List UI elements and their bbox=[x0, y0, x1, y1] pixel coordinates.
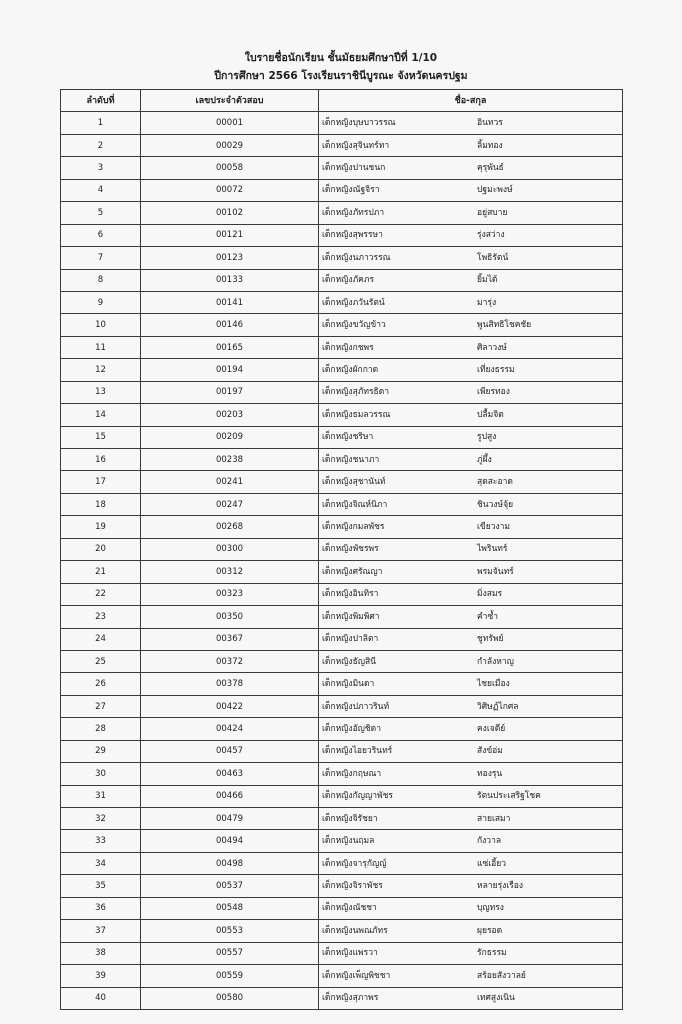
exam-id: 00580 bbox=[141, 987, 319, 1009]
last-name: สายเสมา bbox=[477, 813, 511, 824]
row-number: 10 bbox=[61, 314, 141, 336]
exam-id: 00209 bbox=[141, 426, 319, 448]
student-name bbox=[319, 987, 623, 1009]
exam-id: 00102 bbox=[141, 202, 319, 224]
exam-id: 00559 bbox=[141, 965, 319, 987]
table-row bbox=[61, 561, 623, 583]
first-name: เด็กหญิงธมลวรรณ bbox=[322, 409, 391, 420]
column-header-name: ชื่อ-สกุล bbox=[319, 90, 623, 112]
exam-id: 00548 bbox=[141, 897, 319, 919]
row-number: 31 bbox=[61, 785, 141, 807]
exam-id: 00268 bbox=[141, 516, 319, 538]
last-name: เขียวงาม bbox=[477, 522, 510, 533]
row-number: 35 bbox=[61, 875, 141, 897]
exam-id: 00238 bbox=[141, 449, 319, 471]
exam-id: 00457 bbox=[141, 740, 319, 762]
first-name: เด็กหญิงนพณภัทร bbox=[322, 925, 388, 936]
student-name bbox=[319, 314, 623, 336]
student-name bbox=[319, 763, 623, 785]
last-name: ภู่ผึ้ง bbox=[477, 454, 492, 465]
student-name bbox=[319, 112, 623, 134]
student-name bbox=[319, 202, 623, 224]
first-name: เด็กหญิงสุภัทรธิดา bbox=[322, 387, 390, 398]
last-name: รักธรรม bbox=[477, 948, 507, 959]
last-name: คุรุพันธ์ bbox=[477, 163, 504, 174]
row-number: 9 bbox=[61, 291, 141, 313]
student-name bbox=[319, 426, 623, 448]
exam-id: 00372 bbox=[141, 650, 319, 672]
last-name: รูปสูง bbox=[477, 432, 497, 443]
row-number: 40 bbox=[61, 987, 141, 1009]
table-row bbox=[61, 606, 623, 628]
table-row bbox=[61, 965, 623, 987]
last-name: กำลังหาญ bbox=[477, 656, 514, 667]
first-name: เด็กหญิงเพ็ญพิชชา bbox=[322, 970, 391, 981]
table-row bbox=[61, 449, 623, 471]
exam-id: 00123 bbox=[141, 247, 319, 269]
row-number: 27 bbox=[61, 695, 141, 717]
student-name bbox=[319, 471, 623, 493]
row-number: 12 bbox=[61, 359, 141, 381]
table-row bbox=[61, 381, 623, 403]
student-name bbox=[319, 381, 623, 403]
exam-id: 00241 bbox=[141, 471, 319, 493]
last-name: แซ่เอี้ยว bbox=[477, 858, 507, 869]
exam-id: 00194 bbox=[141, 359, 319, 381]
last-name: สังข์อ่ม bbox=[477, 746, 503, 757]
row-number: 37 bbox=[61, 920, 141, 942]
last-name: มิ่งสมร bbox=[477, 589, 503, 600]
first-name: เด็กหญิงนภาวรรณ bbox=[322, 252, 391, 263]
student-name bbox=[319, 179, 623, 201]
student-name bbox=[319, 920, 623, 942]
row-number: 17 bbox=[61, 471, 141, 493]
table-row bbox=[61, 628, 623, 650]
first-name: เด็กหญิงสุพรรษา bbox=[322, 230, 383, 241]
table-row bbox=[61, 830, 623, 852]
row-number: 33 bbox=[61, 830, 141, 852]
exam-id: 00466 bbox=[141, 785, 319, 807]
exam-id: 00367 bbox=[141, 628, 319, 650]
last-name: สุดสะอาด bbox=[477, 477, 513, 488]
exam-id: 00350 bbox=[141, 606, 319, 628]
student-name bbox=[319, 516, 623, 538]
row-number: 1 bbox=[61, 112, 141, 134]
student-name bbox=[319, 247, 623, 269]
student-name bbox=[319, 830, 623, 852]
first-name: เด็กหญิงณัฐจิรา bbox=[322, 185, 380, 196]
first-name: เด็กหญิงกฤษณา bbox=[322, 768, 382, 779]
row-number: 3 bbox=[61, 157, 141, 179]
table-row bbox=[61, 359, 623, 381]
table-row bbox=[61, 740, 623, 762]
table-row bbox=[61, 493, 623, 515]
last-name: สร้อยสังวาลย์ bbox=[477, 970, 526, 981]
exam-id: 00323 bbox=[141, 583, 319, 605]
exam-id: 00133 bbox=[141, 269, 319, 291]
first-name: เด็กหญิงสุภาพร bbox=[322, 993, 379, 1004]
last-name: โพธิรัตน์ bbox=[477, 252, 509, 263]
row-number: 5 bbox=[61, 202, 141, 224]
table-row bbox=[61, 763, 623, 785]
exam-id: 00029 bbox=[141, 134, 319, 156]
exam-id: 00121 bbox=[141, 224, 319, 246]
last-name: ไพรินทร์ bbox=[477, 544, 508, 555]
exam-id: 00553 bbox=[141, 920, 319, 942]
last-name: คำซ้ำ bbox=[477, 611, 499, 622]
last-name: อยู่สบาย bbox=[477, 207, 508, 218]
exam-id: 00072 bbox=[141, 179, 319, 201]
student-name bbox=[319, 785, 623, 807]
exam-id: 00203 bbox=[141, 404, 319, 426]
table-row bbox=[61, 336, 623, 358]
exam-id: 00422 bbox=[141, 695, 319, 717]
student-name bbox=[319, 449, 623, 471]
student-name bbox=[319, 134, 623, 156]
first-name: เด็กหญิงจิราพัชร bbox=[322, 881, 383, 892]
first-name: เด็กหญิงปภาวรินท์ bbox=[322, 701, 390, 712]
exam-id: 00378 bbox=[141, 673, 319, 695]
last-name: ลิ้มทอง bbox=[477, 140, 503, 151]
first-name: เด็กหญิงกัญญาพัชร bbox=[322, 791, 393, 802]
table-row bbox=[61, 538, 623, 560]
student-name bbox=[319, 269, 623, 291]
table-row bbox=[61, 583, 623, 605]
exam-id: 00141 bbox=[141, 291, 319, 313]
first-name: เด็กหญิงภวันรัตน์ bbox=[322, 297, 385, 308]
student-name bbox=[319, 695, 623, 717]
table-row bbox=[61, 785, 623, 807]
table-row bbox=[61, 695, 623, 717]
table-row bbox=[61, 269, 623, 291]
row-number: 13 bbox=[61, 381, 141, 403]
first-name: เด็กหญิงผักกาด bbox=[322, 364, 379, 375]
exam-id: 00165 bbox=[141, 336, 319, 358]
row-number: 25 bbox=[61, 650, 141, 672]
student-name bbox=[319, 359, 623, 381]
last-name: รุ่งสว่าง bbox=[477, 230, 505, 241]
table-header-row bbox=[61, 90, 623, 112]
first-name: เด็กหญิงณัชชา bbox=[322, 903, 377, 914]
student-name bbox=[319, 493, 623, 515]
exam-id: 00537 bbox=[141, 875, 319, 897]
table-row bbox=[61, 404, 623, 426]
last-name: เพียรทอง bbox=[477, 387, 510, 398]
last-name: มารุ่ง bbox=[477, 297, 497, 308]
table-row bbox=[61, 112, 623, 134]
last-name: ปลื้มจิต bbox=[477, 409, 504, 420]
table-row bbox=[61, 852, 623, 874]
row-number: 7 bbox=[61, 247, 141, 269]
table-row bbox=[61, 673, 623, 695]
last-name: ชูทรัพย์ bbox=[477, 634, 504, 645]
row-number: 23 bbox=[61, 606, 141, 628]
table-row bbox=[61, 134, 623, 156]
last-name: เที่ยงธรรม bbox=[477, 364, 515, 375]
table-row bbox=[61, 875, 623, 897]
row-number: 28 bbox=[61, 718, 141, 740]
table-row bbox=[61, 942, 623, 964]
student-name bbox=[319, 291, 623, 313]
exam-id: 00001 bbox=[141, 112, 319, 134]
row-number: 20 bbox=[61, 538, 141, 560]
last-name: ยิ้มได้ bbox=[477, 275, 498, 286]
first-name: เด็กหญิงพิมพิศา bbox=[322, 611, 380, 622]
last-name: รัตนประเสริฐโชค bbox=[477, 791, 541, 802]
student-name bbox=[319, 718, 623, 740]
table-row bbox=[61, 426, 623, 448]
last-name: ผุยรอด bbox=[477, 925, 503, 936]
document-subtitle: ปีการศึกษา 2566 โรงเรียนราชินีบูรณะ จังหวัดนครปฐม bbox=[214, 70, 468, 82]
exam-id: 00494 bbox=[141, 830, 319, 852]
student-name bbox=[319, 628, 623, 650]
table-row bbox=[61, 314, 623, 336]
first-name: เด็กหญิงนฤมล bbox=[322, 836, 375, 847]
student-name bbox=[319, 650, 623, 672]
last-name: เทศสูงเนิน bbox=[477, 993, 515, 1004]
student-list-table bbox=[60, 89, 623, 1010]
last-name: ชินวงษ์จุ้ย bbox=[477, 499, 514, 510]
table-row bbox=[61, 808, 623, 830]
table-row bbox=[61, 516, 623, 538]
row-number: 38 bbox=[61, 942, 141, 964]
first-name: เด็กหญิงแพรวา bbox=[322, 948, 378, 959]
table-row bbox=[61, 471, 623, 493]
first-name: เด็กหญิงกมลพัชร bbox=[322, 522, 385, 533]
row-number: 24 bbox=[61, 628, 141, 650]
row-number: 2 bbox=[61, 134, 141, 156]
first-name: เด็กหญิงชนาภา bbox=[322, 454, 380, 465]
student-name bbox=[319, 336, 623, 358]
first-name: เด็กหญิงสุชานันท์ bbox=[322, 477, 386, 488]
first-name: เด็กหญิงมินดา bbox=[322, 679, 375, 690]
row-number: 30 bbox=[61, 763, 141, 785]
student-name bbox=[319, 897, 623, 919]
first-name: เด็กหญิงภัทรปภา bbox=[322, 207, 385, 218]
student-name bbox=[319, 875, 623, 897]
first-name: เด็กหญิงปาลิตา bbox=[322, 634, 379, 645]
first-name: เด็กหญิงกชพร bbox=[322, 342, 374, 353]
last-name: คงเจดีย์ bbox=[477, 723, 506, 734]
student-name bbox=[319, 404, 623, 426]
row-number: 29 bbox=[61, 740, 141, 762]
table-row bbox=[61, 897, 623, 919]
exam-id: 00146 bbox=[141, 314, 319, 336]
last-name: ไชยเมือง bbox=[477, 679, 510, 690]
first-name: เด็กหญิงพัชรพร bbox=[322, 544, 379, 555]
row-number: 32 bbox=[61, 808, 141, 830]
exam-id: 00300 bbox=[141, 538, 319, 560]
row-number: 36 bbox=[61, 897, 141, 919]
exam-id: 00247 bbox=[141, 493, 319, 515]
student-name bbox=[319, 852, 623, 874]
exam-id: 00424 bbox=[141, 718, 319, 740]
student-name bbox=[319, 224, 623, 246]
first-name: เด็กหญิงจารุกัญญ์ bbox=[322, 858, 387, 869]
table-row bbox=[61, 987, 623, 1009]
last-name: ปฐมะพงษ์ bbox=[477, 185, 513, 196]
row-number: 19 bbox=[61, 516, 141, 538]
document-title: ใบรายชื่อนักเรียน ชั้นมัธยมศึกษาปีที่ 1/10 bbox=[244, 52, 438, 64]
last-name: หลายรุ่งเรือง bbox=[477, 881, 524, 892]
row-number: 11 bbox=[61, 336, 141, 358]
exam-id: 00479 bbox=[141, 808, 319, 830]
row-number: 15 bbox=[61, 426, 141, 448]
table-row bbox=[61, 291, 623, 313]
table-row bbox=[61, 718, 623, 740]
first-name: เด็กหญิงไอยวรินทร์ bbox=[322, 746, 393, 757]
last-name: อินทวร bbox=[477, 118, 503, 129]
student-name bbox=[319, 942, 623, 964]
row-number: 39 bbox=[61, 965, 141, 987]
exam-id: 00197 bbox=[141, 381, 319, 403]
table-row bbox=[61, 920, 623, 942]
last-name: พูนสิทธิโชคชัย bbox=[477, 320, 532, 331]
student-name bbox=[319, 583, 623, 605]
exam-id: 00463 bbox=[141, 763, 319, 785]
student-name bbox=[319, 965, 623, 987]
last-name: ทองรุน bbox=[477, 768, 503, 779]
last-name: บุญทรง bbox=[477, 903, 504, 914]
student-name bbox=[319, 673, 623, 695]
student-name bbox=[319, 808, 623, 830]
first-name: เด็กหญิงศรัณญา bbox=[322, 566, 383, 577]
first-name: เด็กหญิงธัญสินี bbox=[322, 656, 376, 667]
row-number: 16 bbox=[61, 449, 141, 471]
table-row bbox=[61, 202, 623, 224]
row-number: 21 bbox=[61, 561, 141, 583]
exam-id: 00557 bbox=[141, 942, 319, 964]
row-number: 22 bbox=[61, 583, 141, 605]
column-header-exam-id: เลขประจำตัวสอบ bbox=[141, 90, 319, 112]
row-number: 18 bbox=[61, 493, 141, 515]
first-name: เด็กหญิงบุษบาวรรณ bbox=[322, 118, 396, 129]
last-name: ศิลาวงษ์ bbox=[477, 342, 507, 353]
table-row bbox=[61, 650, 623, 672]
student-name bbox=[319, 538, 623, 560]
row-number: 34 bbox=[61, 852, 141, 874]
first-name: เด็กหญิงจิรัชยา bbox=[322, 813, 378, 824]
table-row bbox=[61, 247, 623, 269]
table-row bbox=[61, 157, 623, 179]
row-number: 14 bbox=[61, 404, 141, 426]
last-name: วิศิษฏ์ไกศล bbox=[477, 701, 519, 712]
first-name: เด็กหญิงชริษา bbox=[322, 432, 374, 443]
row-number: 4 bbox=[61, 179, 141, 201]
first-name: เด็กหญิงสุจินทร์ทา bbox=[322, 140, 390, 151]
student-name bbox=[319, 740, 623, 762]
exam-id: 00312 bbox=[141, 561, 319, 583]
first-name: เด็กหญิงจิณห์นิภา bbox=[322, 499, 388, 510]
first-name: เด็กหญิงขวัญข้าว bbox=[322, 320, 386, 331]
last-name: พรมจันทร์ bbox=[477, 566, 514, 577]
first-name: เด็กหญิงภัคภร bbox=[322, 275, 375, 286]
table-row bbox=[61, 179, 623, 201]
row-number: 6 bbox=[61, 224, 141, 246]
student-name bbox=[319, 561, 623, 583]
exam-id: 00498 bbox=[141, 852, 319, 874]
table-row bbox=[61, 224, 623, 246]
first-name: เด็กหญิงอินทิรา bbox=[322, 589, 379, 600]
last-name: กังวาล bbox=[477, 836, 502, 847]
exam-id: 00058 bbox=[141, 157, 319, 179]
row-number: 8 bbox=[61, 269, 141, 291]
first-name: เด็กหญิงอัญชิดา bbox=[322, 723, 381, 734]
first-name: เด็กหญิงปานชนก bbox=[322, 163, 386, 174]
row-number: 26 bbox=[61, 673, 141, 695]
student-name bbox=[319, 157, 623, 179]
student-name bbox=[319, 606, 623, 628]
column-header-number: ลำดับที่ bbox=[61, 90, 141, 112]
